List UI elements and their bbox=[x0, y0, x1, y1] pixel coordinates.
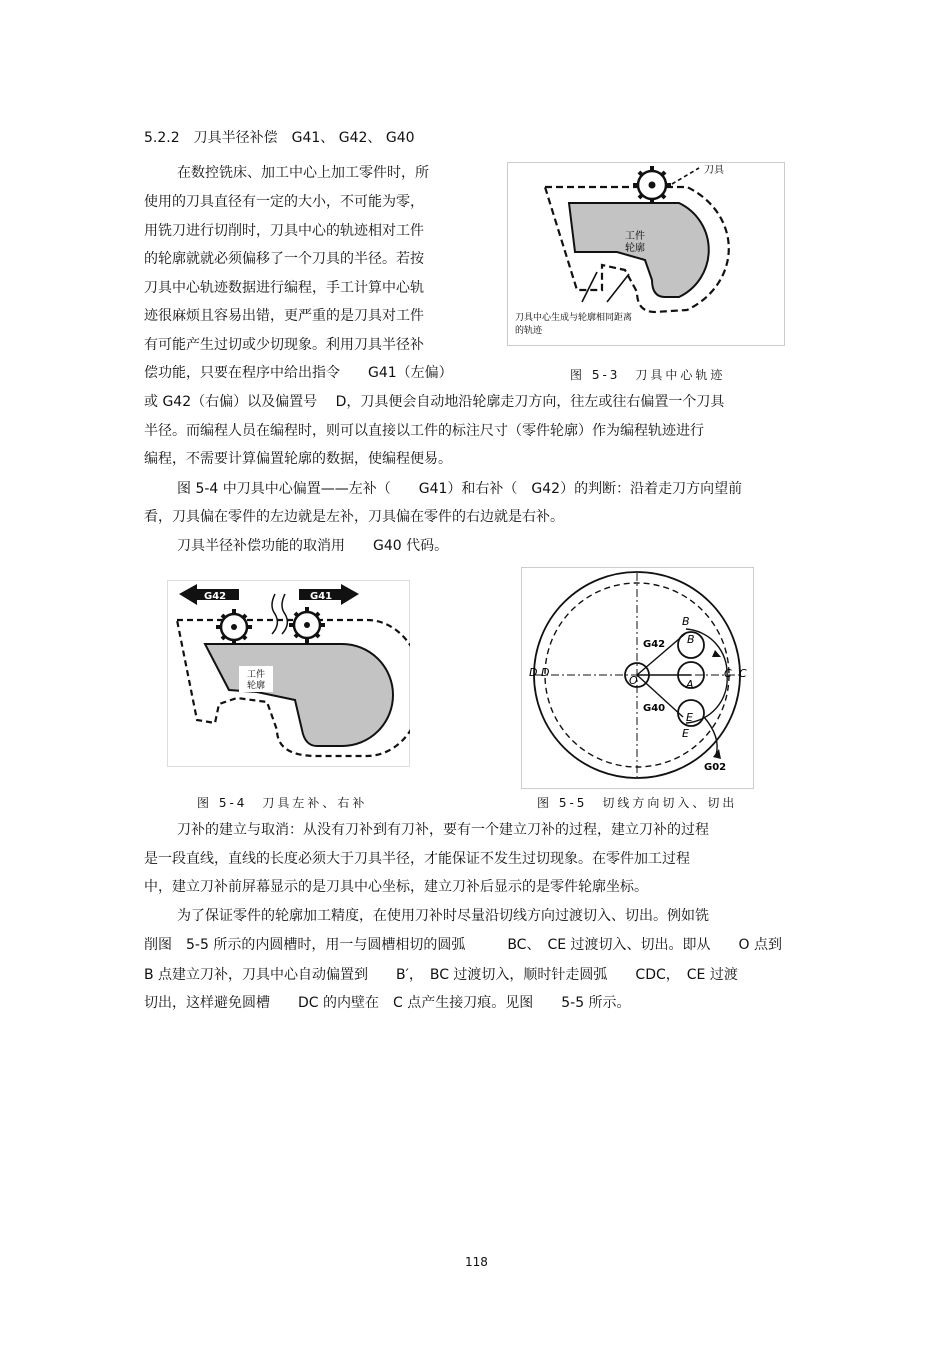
section-heading: 5.2.2 刀具半径补偿 G41、 G42、 G40 bbox=[144, 130, 415, 146]
fig53-part-label-1: 工件 bbox=[625, 231, 645, 242]
left-right-compensation-diagram bbox=[167, 580, 410, 767]
paragraph-line: 中，建立刀补前屏幕显示的是刀具中心坐标，建立刀补后显示的是零件轮廓坐标。 bbox=[144, 879, 648, 895]
label-c-prime: C bbox=[724, 667, 732, 680]
label-d-prime: D bbox=[541, 666, 550, 679]
paragraph-line: 使用的刀具直径有一定的大小，不可能为零， bbox=[144, 194, 424, 210]
paragraph-line: 偿功能，只要在程序中给出指令 G41（左偏） bbox=[144, 365, 453, 381]
paragraph-line: 刀补的建立与取消：从没有刀补到有刀补，要有一个建立刀补的过程，建立刀补的过程 bbox=[177, 822, 709, 838]
fig53-tool-label: 刀具 bbox=[704, 165, 724, 176]
paragraph-line: 有可能产生过切或少切现象。利用刀具半径补 bbox=[144, 337, 424, 353]
paragraph-line: 在数控铣床、加工中心上加工零件时，所 bbox=[177, 165, 429, 181]
paragraph-line: 看，刀具偏在零件的左边就是左补，刀具偏在零件的右边就是右补。 bbox=[144, 509, 564, 525]
paragraph-line: 削图 5-5 所示的内圆槽时，用一与圆槽相切的圆弧 BC、 CE 过渡切入、切出。即从 O 点到 bbox=[144, 937, 782, 953]
fig54-g41-label: G41 bbox=[310, 591, 333, 602]
fig53-part-label-2: 轮廓 bbox=[625, 243, 645, 254]
paragraph-line: 切出，这样避免圆槽 DC 的内壁在 C 点产生接刀痕。见图 5-5 所示。 bbox=[144, 995, 631, 1011]
label-a: A bbox=[686, 678, 694, 691]
paragraph-line: 图 5-4 中刀具中心偏置——左补（ G41）和右补（ G42）的判断：沿着走刀方向望前 bbox=[177, 481, 743, 497]
paragraph-line: 刀具半径补偿功能的取消用 G40 代码。 bbox=[177, 538, 449, 554]
label-o: O bbox=[629, 674, 638, 687]
fig55-g02-label: G02 bbox=[704, 762, 727, 773]
paragraph-line: 用铣刀进行切削时，刀具中心的轨迹相对工件 bbox=[144, 223, 424, 239]
figure-5-5 bbox=[521, 567, 754, 789]
paragraph-line: 刀具中心轨迹数据进行编程，手工计算中心轨 bbox=[144, 280, 424, 296]
page-number: 118 bbox=[465, 1255, 488, 1269]
paragraph-line: 或 G42（右偏）以及偏置号 D，刀具便会自动地沿轮廓走刀方向，往左或往右偏置一个刀具 bbox=[144, 394, 725, 410]
label-b-prime: B bbox=[687, 633, 695, 646]
fig53-path-label-2: 的轨迹 bbox=[515, 326, 543, 336]
fig53-path-label-1: 刀具中心生成与轮廓相同距离 bbox=[515, 313, 633, 323]
fig55-g42-label: G42 bbox=[643, 639, 666, 650]
figure-caption-5-3: 图 5-3 刀具中心轨迹 bbox=[570, 368, 726, 382]
fig54-g42-label: G42 bbox=[204, 591, 227, 602]
fig54-part-label-2: 轮廓 bbox=[247, 681, 266, 691]
paragraph-line: 为了保证零件的轮廓加工精度，在使用刀补时尽量沿切线方向过渡切入、切出。例如铣 bbox=[177, 908, 709, 924]
fig55-g40-label: G40 bbox=[643, 703, 666, 714]
label-c: C bbox=[739, 667, 747, 680]
label-d: D bbox=[529, 666, 538, 679]
figure-caption-5-5: 图 5-5 切线方向切入、切出 bbox=[537, 796, 738, 810]
paragraph-line: 是一段直线，直线的长度必须大于刀具半径，才能保证不发生过切现象。在零件加工过程 bbox=[144, 851, 690, 867]
figure-caption-5-4: 图 5-4 刀具左补、右补 bbox=[197, 796, 368, 810]
figure-5-4 bbox=[167, 580, 410, 767]
figure-5-3 bbox=[507, 162, 785, 346]
paragraph-line: 编程，不需要计算偏置轮廓的数据，使编程便易。 bbox=[144, 451, 452, 467]
tangential-entry-exit-diagram bbox=[521, 567, 754, 789]
tool-center-path-diagram bbox=[507, 162, 785, 346]
label-b: B bbox=[682, 615, 690, 628]
label-e: E bbox=[682, 727, 689, 740]
paragraph-line: B 点建立刀补，刀具中心自动偏置到 B′， BC 过渡切入，顺时针走圆弧 CDC， CE 过渡 bbox=[144, 967, 738, 983]
paragraph-line: 迹很麻烦且容易出错，更严重的是刀具对工件 bbox=[144, 308, 424, 324]
label-e-prime: E bbox=[686, 711, 693, 724]
fig54-part-label-1: 工件 bbox=[247, 670, 266, 680]
paragraph-line: 半径。而编程人员在编程时，则可以直接以工件的标注尺寸（零件轮廓）作为编程轨迹进行 bbox=[144, 423, 704, 439]
paragraph-line: 的轮廓就就必须偏移了一个刀具的半径。若按 bbox=[144, 251, 424, 267]
